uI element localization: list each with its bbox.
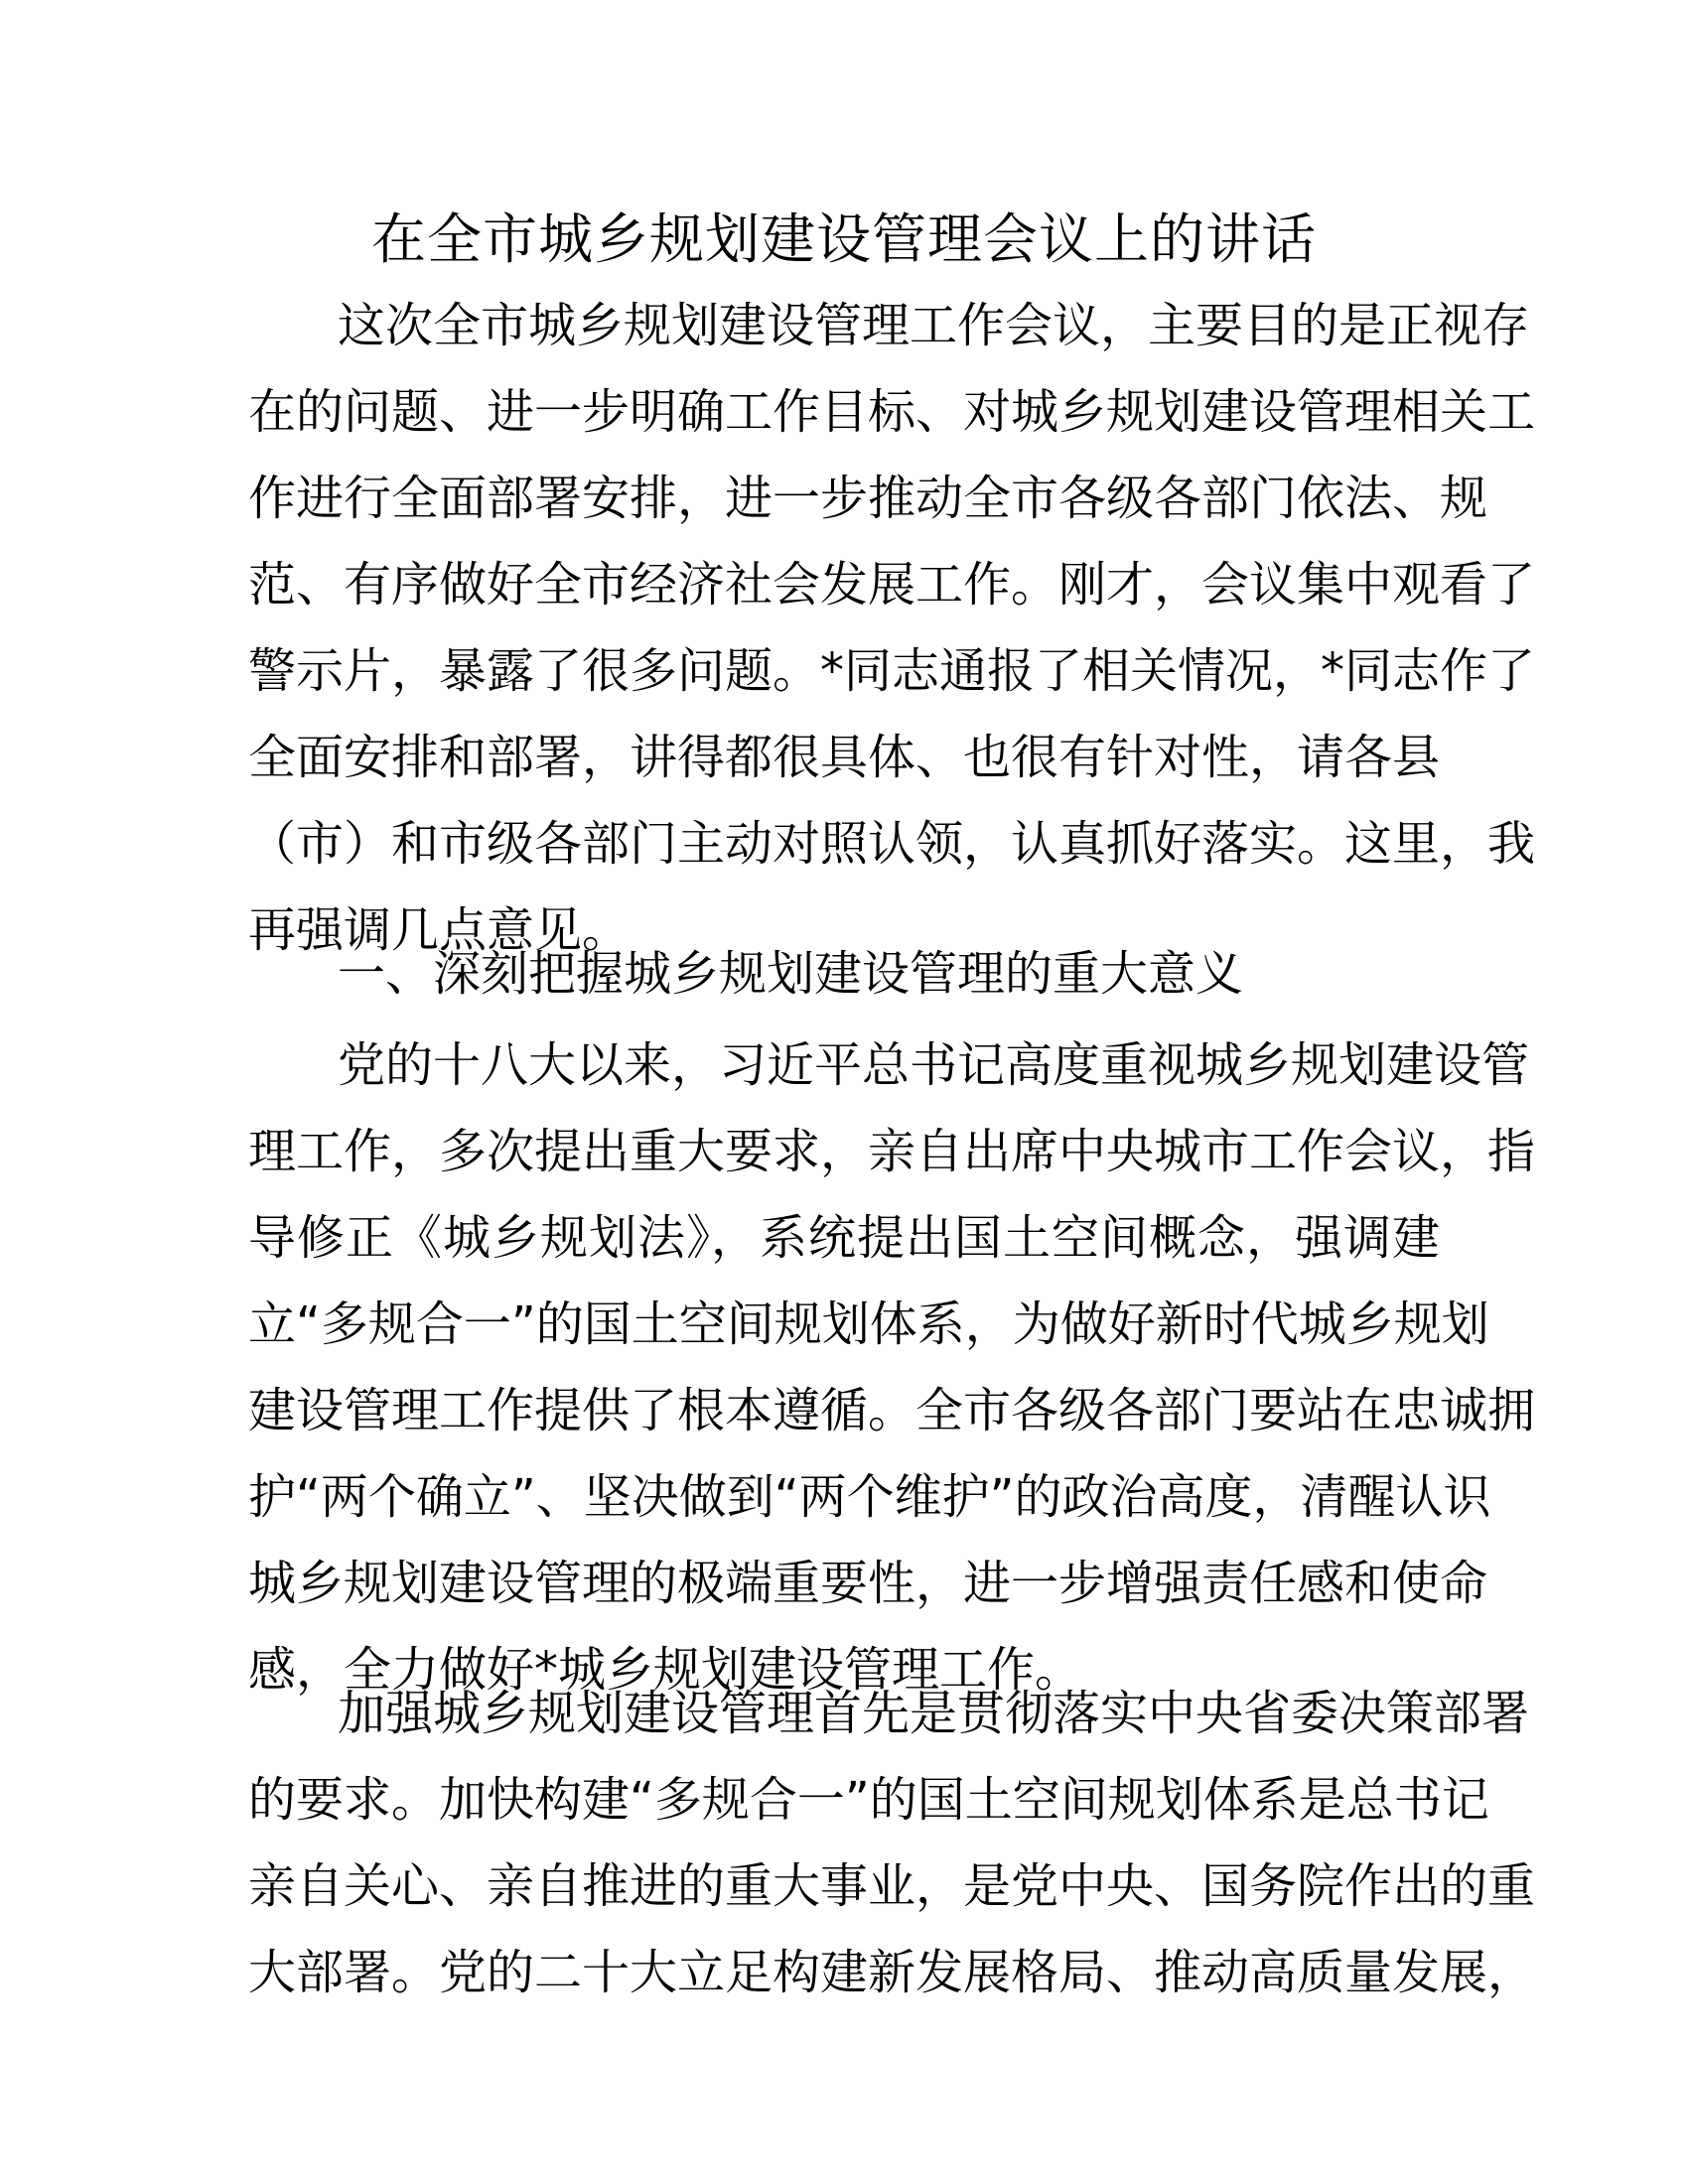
paragraph-significance: [248, 1023, 1536, 1713]
text-line: 加强城乡规划建设管理首先是贯彻落实中央省委决策部署: [338, 1686, 1530, 1741]
section-heading: [248, 931, 1440, 1018]
text-line: 的要求。加快构建“多规合一”的国土空间规划体系是总书记: [248, 1772, 1489, 1828]
document-title: 在全市城乡规划建设管理会议上的讲话: [370, 207, 1317, 271]
text-line: 作进行全面部署安排，进一步推动全市各级各部门依法、规: [248, 471, 1488, 526]
text-line: 建设管理工作提供了根本遵循。全市各级各部门要站在忠诚拥: [248, 1383, 1536, 1438]
text-line: 在的问题、进一步明确工作目标、对城乡规划建设管理相关工: [248, 384, 1536, 440]
text-line: 导修正《城乡规划法》，系统提出国土空间概念，强调建: [248, 1210, 1440, 1266]
text-line: 这次全市城乡规划建设管理工作会议，主要目的是正视存: [338, 298, 1530, 353]
text-line: 立“多规合一”的国土空间规划体系，为做好新时代城乡规划: [248, 1297, 1489, 1352]
text-line: 亲自关心、亲自推进的重大事业，是党中央、国务院作出的重: [248, 1858, 1536, 1914]
text-line: 城乡规划建设管理的极端重要性，进一步增强责任感和使命: [248, 1556, 1488, 1611]
text-line: （市）和市级各部门主动对照认领，认真抓好落实。这里，我: [248, 816, 1536, 872]
heading-line: 一、深刻把握城乡规划建设管理的重大意义: [338, 946, 1244, 1002]
text-line: 范、有序做好全市经济社会发展工作。刚才，会议集中观看了: [248, 557, 1536, 613]
text-line: 警示片，暴露了很多问题。*同志通报了相关情况，*同志作了: [248, 643, 1536, 699]
text-line: 大部署。党的二十大立足构建新发展格局、推动高质量发展，: [248, 1945, 1536, 2000]
text-line: 党的十八大以来，习近平总书记高度重视城乡规划建设管: [338, 1037, 1530, 1093]
text-line: 再强调几点意见。: [248, 902, 631, 958]
text-line: 全面安排和部署，讲得都很具体、也很有针对性，请各县: [248, 730, 1441, 785]
paragraph-implementation: [248, 1671, 1536, 2016]
text-line: 护“两个确立”、坚决做到“两个维护”的政治高度，清醒认识: [248, 1469, 1491, 1525]
text-line: 理工作，多次提出重大要求，亲自出席中央城市工作会议，指: [248, 1124, 1536, 1179]
paragraph-intro: [248, 283, 1536, 974]
text-line: 感，全力做好*城乡规划建设管理工作。: [248, 1642, 1083, 1698]
